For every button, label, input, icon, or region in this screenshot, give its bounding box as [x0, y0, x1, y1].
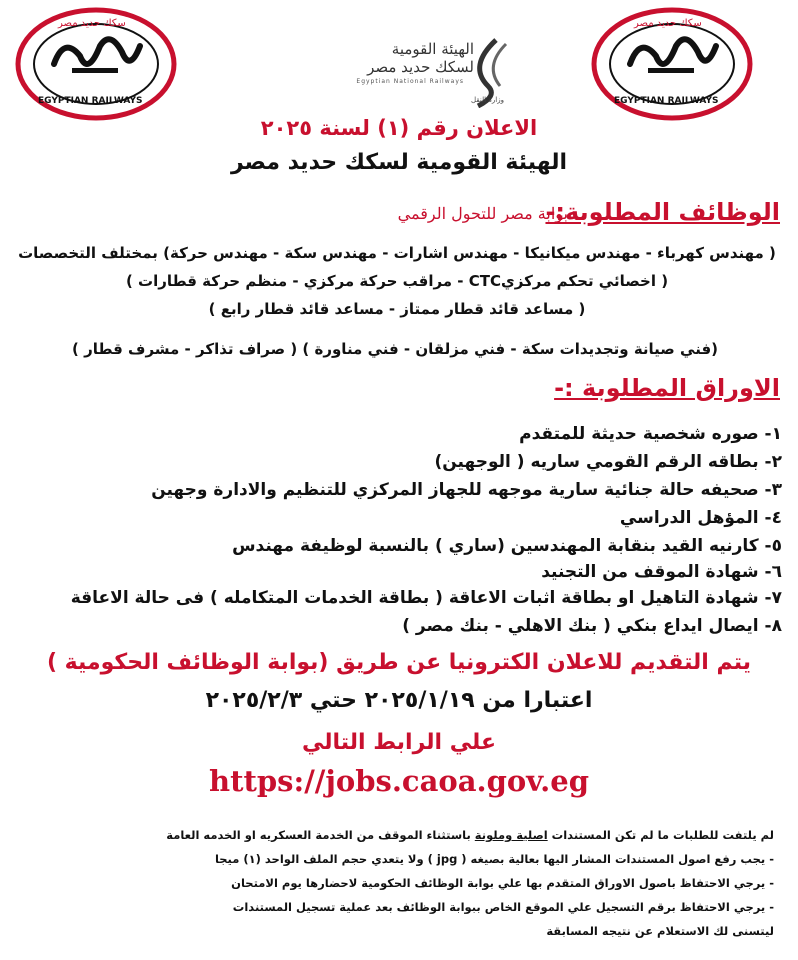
egyptian-railways-logo-right	[590, 6, 754, 122]
jobs-line: ( اخصائي تحكم مركزيCTC - مراقب حركة مركزي - منظم حركة قطارات )	[125, 272, 669, 290]
document-item: ٨- ايصال ايداع بنكي ( بنك الاهلي - بنك مصر )	[402, 616, 782, 636]
document-item: ٣- صحيفه حالة جنائية سارية موجهه للجهاز المركزي للتنظيم والادارة وجهين	[151, 480, 782, 500]
application-dates: اعتبارا من ٢٠٢٥/١/١٩ حتي ٢٠٢٥/٢/٣	[205, 688, 593, 713]
logo-top-text: سكك حديد مصر	[58, 18, 126, 29]
document-item: ٧- شهادة التاهيل او بطاقة اثبات الاعاقة ( بطاقة الخدمات المتكامله ) فى حالة الاعاقة	[70, 588, 782, 608]
logo-bottom-text: EGYPTIAN RAILWAYS	[614, 96, 719, 106]
document-item: ٤- المؤهل الدراسي	[619, 508, 782, 528]
logo-bottom-text: EGYPTIAN RAILWAYS	[38, 96, 143, 106]
document-item: ٥- كارنيه القيد بنقابة المهندسين (ساري ) بالنسبة لوظيفة مهندس	[232, 536, 782, 556]
note-keep-originals: - يرجي الاحتفاظ باصول الاوراق المتقدم بها علي بوابة الوظائف الحكومية لاحضارها يوم الامتحان	[231, 876, 774, 890]
document-item: ٦- شهادة الموقف من التجنيد	[541, 562, 782, 582]
note-inquiry: ليتسنى لك الاستعلام عن نتيجه المسابقة	[546, 924, 774, 938]
center-logo-sub: Egyptian National Railways	[356, 78, 464, 85]
center-logo-line2: لسكك حديد مصر	[367, 58, 474, 76]
announcement-number: الاعلان رقم (١) لسنة ٢٠٢٥	[260, 116, 538, 140]
jobs-line: (فني صيانة وتجديدات سكة - فني مزلقان - فني مناورة ) ( صراف تذاكر - مشرف قطار )	[72, 340, 718, 358]
logo-top-text: سكك حديد مصر	[634, 18, 702, 29]
documents-heading: الاوراق المطلوبة :-	[554, 374, 780, 402]
note-original-documents: لم يلتفت للطلبات ما لم تكن المستندات اصلية وملونة باستثناء الموقف من الخدمة العسكريه او الخدمه العامة	[166, 828, 774, 842]
egyptian-railways-logo-left	[14, 6, 178, 122]
center-logo-line1: الهيئة القومية	[391, 40, 474, 58]
note-keep-registration: - يرجي الاحتفاظ برقم التسجيل علي الموقع الخاص ببوابة الوظائف بعد عملية تسجيل المستندات	[232, 900, 774, 914]
document-item: ٢- بطاقه الرقم القومي ساريه ( الوجهين)	[434, 452, 782, 472]
link-label: علي الرابط التالي	[302, 730, 496, 755]
jobs-line: ( مهندس كهرباء - مهندس ميكانيكا - مهندس اشارات - مهندس سكة - مهندس حركة) بمختلف التخصصات	[18, 244, 776, 262]
note-upload-format: - يجب رفع اصول المستندات المشار اليها بعالية بصيغه ( jpg ) ولا يتعدي حجم الملف الواحد (١) ميجا	[214, 852, 774, 866]
jobs-line: ( مساعد قائد قطار ممتاز - مساعد قائد قطار رابع )	[208, 300, 586, 318]
application-url-link[interactable]: https://jobs.caoa.gov.eg	[209, 764, 589, 798]
digital-portal-label: بوابة مصر للتحول الرقمي	[397, 204, 568, 223]
document-item: ١- صوره شخصية حديثة للمتقدم	[519, 424, 782, 444]
national-railways-authority-logo	[278, 36, 518, 108]
center-logo-ministry: وزارة النقل	[470, 96, 504, 104]
authority-name: الهيئة القومية لسكك حديد مصر	[230, 150, 568, 175]
jobs-heading: الوظائف المطلوبة:-	[545, 198, 780, 226]
application-method: يتم التقديم للاعلان الكترونيا عن طريق (بوابة الوظائف الحكومية )	[46, 650, 752, 675]
